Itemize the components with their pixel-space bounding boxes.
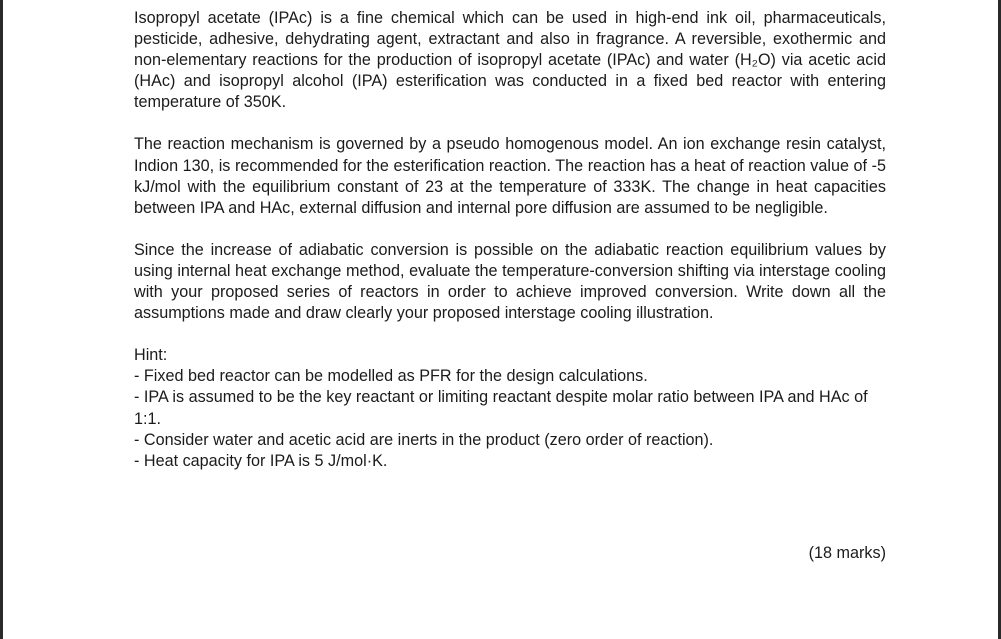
mechanism-paragraph: The reaction mechanism is governed by a pseudo homogenous model. An ion exchange resin catalyst, Indion 130, is recommended for the esterification reaction. The reaction has a heat of reaction value of -5 kJ/mol with the equilibrium constant of 23 at the temperature of 333K. The change in heat capacities between IPA and HAc, external diffusion and internal pore diffusion are assumed to be negligible. xyxy=(134,135,886,217)
hint-section xyxy=(134,345,886,472)
left-page-edge xyxy=(0,0,3,639)
task-paragraph: Since the increase of adiabatic conversion is possible on the adiabatic reaction equilibrium values by using internal heat exchange method, evaluate the temperature-conversion shifting via interstage cooling with your proposed series of reactors in order to achieve improved conversion. Write down all the assumptions made and draw clearly your proposed interstage cooling illustration. xyxy=(134,240,886,323)
marks-label: (18 marks) xyxy=(808,544,886,562)
hint-item-limiting-reactant: - IPA is assumed to be the key reactant or limiting reactant despite molar ratio between IPA and HAc of 1:1. xyxy=(134,388,868,428)
hint-item-pfr: - Fixed bed reactor can be modelled as PFR for the design calculations. xyxy=(134,367,648,386)
hint-item-inerts: - Consider water and acetic acid are inerts in the product (zero order of reaction). xyxy=(134,430,714,449)
hint-title: Hint: xyxy=(134,346,168,365)
intro-paragraph: Isopropyl acetate (IPAc) is a fine chemical which can be used in high-end ink oil, pharmaceuticals, pesticide, adhesive, dehydrating agent, extractant and also in fragrance. A reversible, exothermic and non-elementary reactions for the production of isopropyl acetate (IPAc) and water (H₂O) via acetic acid (HAc) and isopropyl alcohol (IPA) esterification was conducted in a fixed bed reactor with entering temperature of 350K. xyxy=(134,9,886,112)
hint-item-heat-capacity: - Heat capacity for IPA is 5 J/mol·K. xyxy=(134,451,388,470)
question-body xyxy=(134,8,886,472)
